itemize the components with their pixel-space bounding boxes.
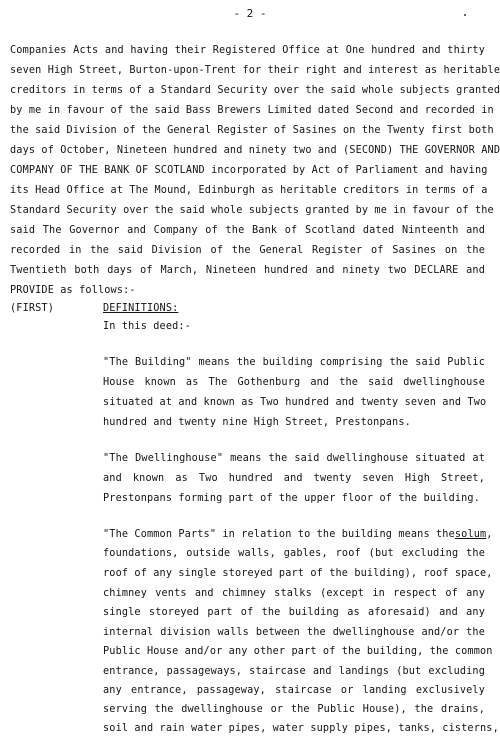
- section-label: (FIRST): [10, 303, 54, 314]
- definition-common-parts-line: chimney vents and chimney stalks (except in respect of any: [103, 588, 485, 599]
- intro-line: seven High Street, Burton-upon-Trent for their right and interest as heritable: [10, 65, 500, 76]
- intro-line: by me in favour of the said Bass Brewers Limited dated Second and recorded in: [10, 105, 494, 116]
- definition-common-parts-line: serving the dwellinghouse or the Public House), the drains,: [103, 704, 485, 715]
- definition-building-line: "The Building" means the building comprising the said Public: [103, 357, 485, 368]
- definition-building-line: situated at and known as Two hundred and twenty seven and Two: [103, 397, 487, 408]
- intro-line: its Head Office at The Mound, Edinburgh as heritable creditors in terms of a: [10, 185, 488, 196]
- intro-line: COMPANY OF THE BANK OF SCOTLAND incorporated by Act of Parliament and having: [10, 165, 488, 176]
- page-number: - 2 -: [233, 7, 267, 20]
- solum-underlined: solum: [454, 529, 487, 540]
- intro-line: PROVIDE as follows:-: [10, 285, 136, 296]
- definition-common-parts-line: soil and rain water pipes, water supply pipes, tanks, cisterns,: [103, 723, 499, 734]
- definition-dwellinghouse-line: and known as Two hundred and twenty seven High Street,: [103, 473, 485, 484]
- intro-line: Standard Security over the said whole subjects granted by me in favour of the: [10, 205, 494, 216]
- definition-common-parts-line: internal division walls between the dwellinghouse and/or the: [103, 627, 485, 638]
- section-intro: In this deed:-: [103, 321, 191, 332]
- definition-common-parts-line: any entrance, passageway, staircase or landing exclusively: [103, 685, 485, 696]
- definition-common-parts-line: single storeyed part of the building as aforesaid) and any: [103, 607, 485, 618]
- definition-common-parts-lead: "The Common Parts" in relation to the building means the: [103, 529, 455, 540]
- intro-line: recorded in the said Division of the General Register of Sasines on the: [10, 245, 485, 256]
- comma: ,: [486, 529, 493, 540]
- intro-line: Companies Acts and having their Registered Office at One hundred and thirty: [10, 45, 485, 56]
- definition-common-parts-line: foundations, outside walls, gables, roof (but excluding the: [103, 548, 485, 559]
- definition-building-line: hundred and twenty nine High Street, Prestonpans.: [103, 417, 411, 428]
- definition-dwellinghouse-line: Prestonpans forming part of the upper floor of the building.: [103, 493, 481, 504]
- intro-line: the said Division of the General Register of Sasines on the Twenty first both: [10, 125, 494, 136]
- intro-line: creditors in terms of a Standard Security over the said whole subjects granted: [10, 85, 500, 96]
- definition-common-parts-line: entrance, passageways, staircase and landings (but excluding: [103, 666, 485, 677]
- intro-line: Twentieth both days of March, Nineteen hundred and ninety two DECLARE and: [10, 265, 485, 276]
- intro-line: days of October, Nineteen hundred and ninety two and (SECOND) THE GOVERNOR AND: [10, 145, 500, 156]
- definition-dwellinghouse-line: "The Dwellinghouse" means the said dwellinghouse situated at: [103, 453, 485, 464]
- definition-building-line: House known as The Gothenburg and the said dwellinghouse: [103, 377, 485, 388]
- scan-speck: [464, 14, 466, 16]
- definition-common-parts-line: roof of any single storeyed part of the building), roof space,: [103, 568, 493, 579]
- section-heading: DEFINITIONS:: [103, 303, 179, 314]
- definition-common-parts-line: Public House and/or any other part of the building, the common: [103, 646, 493, 657]
- intro-line: said The Governor and Company of the Bank of Scotland dated Ninteenth and: [10, 225, 485, 236]
- definition-common-parts-first-line: [103, 528, 493, 542]
